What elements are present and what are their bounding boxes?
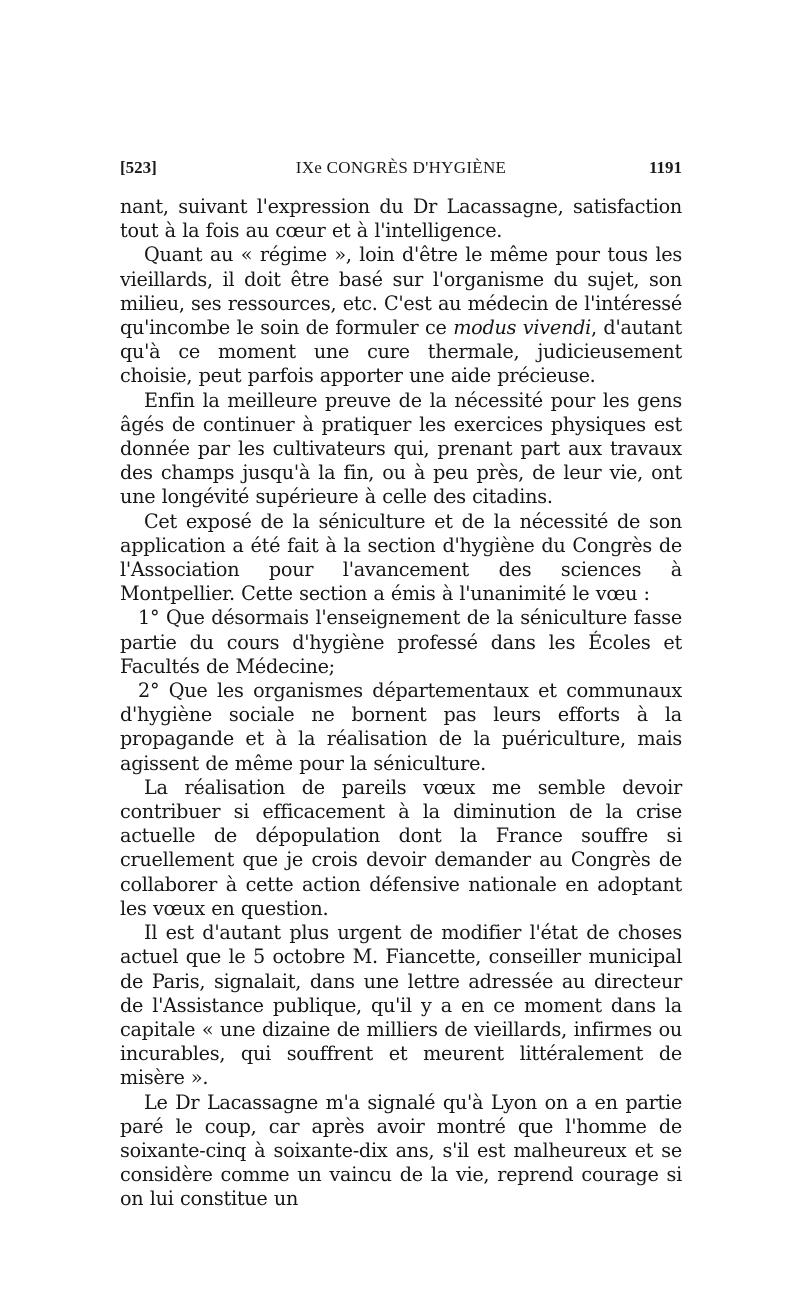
paragraph-cultivateurs: Enfin la meilleure preuve de la nécessité pour les gens âgés de continuer à pratiquer les exercices physiques est donnée par les cultivateurs qui, prenant part aux travaux des champs jusqu'à la fin, ou à peu près, de leur vie, ont une longévité supérieure à celle des citadins. xyxy=(120,388,682,509)
paragraph-voeu-1: 1° Que désormais l'enseignement de la séniculture fasse partie du cours d'hygiène professé dans les Écoles et Facultés de Médecine; xyxy=(120,606,682,678)
paragraph-regime-italic: modus vivendi xyxy=(453,316,591,340)
paragraph-urgence: Il est d'autant plus urgent de modifier l'état de choses actuel que le 5 octobre M. Fiancette, conseiller municipal de Paris, signalait, dans une lettre adressée au directeur de l'Assistance publique, qu'il y a en ce moment dans la capitale « une dizaine de milliers de vieillards, infirmes ou incurables, qui souffrent et meurent littéralement de misère ». xyxy=(120,921,682,1090)
paragraph-regime-text-a: Quant au « régime », loin d'être le même pour tous les vieillards, il doit être basé sur l'organisme du sujet, son milieu, ses ressources, etc. C'est au médecin de l'intéressé qu'incombe le soin de formuler ce xyxy=(120,243,682,340)
running-title: IXe CONGRÈS D'HYGIÈNE xyxy=(295,158,507,177)
paragraph-realisation: La réalisation de pareils vœux me semble devoir contribuer si efficacement à la diminution de la crise actuelle de dépopulation dont la France souffre si cruellement que je crois devoir demander au Congrès de collaborer à cette action défensive nationale en adoptant les vœux en question. xyxy=(120,775,682,920)
page-reference: [523] xyxy=(120,158,157,177)
paragraph-voeu-2: 2° Que les organismes départementaux et communaux d'hygiène sociale ne bornent pas leurs efforts à la propagande et à la réalisation de la puériculture, mais agissent de même pour la séniculture. xyxy=(120,679,682,775)
running-header xyxy=(120,158,682,182)
paragraph-continuation: nant, suivant l'expression du Dr Lacassagne, satisfaction tout à la fois au cœur et à l'intelligence. xyxy=(120,195,682,243)
paragraph-expose: Cet exposé de la séniculture et de la nécessité de son application a été fait à la section d'hygiène du Congrès de l'Association pour l'avancement des sciences à Montpellier. Cette section a émis à l'unanimité le vœu : xyxy=(120,509,682,606)
body-text xyxy=(120,195,682,1212)
paragraph-lyon: Le Dr Lacassagne m'a signalé qu'à Lyon on a en partie paré le coup, car après avoir montré que l'homme de soixante-cinq à soixante-dix ans, s'il est malheureux et se considère comme un vaincu de la vie, reprend courage si on lui constitue un xyxy=(120,1090,682,1211)
paragraph-regime-text-b: , d'autant qu'à ce moment une cure thermale, judicieusement choisie, peut parfois apporter une aide précieuse. xyxy=(120,316,682,388)
paragraph-regime xyxy=(120,243,682,388)
page-number: 1191 xyxy=(648,158,682,177)
